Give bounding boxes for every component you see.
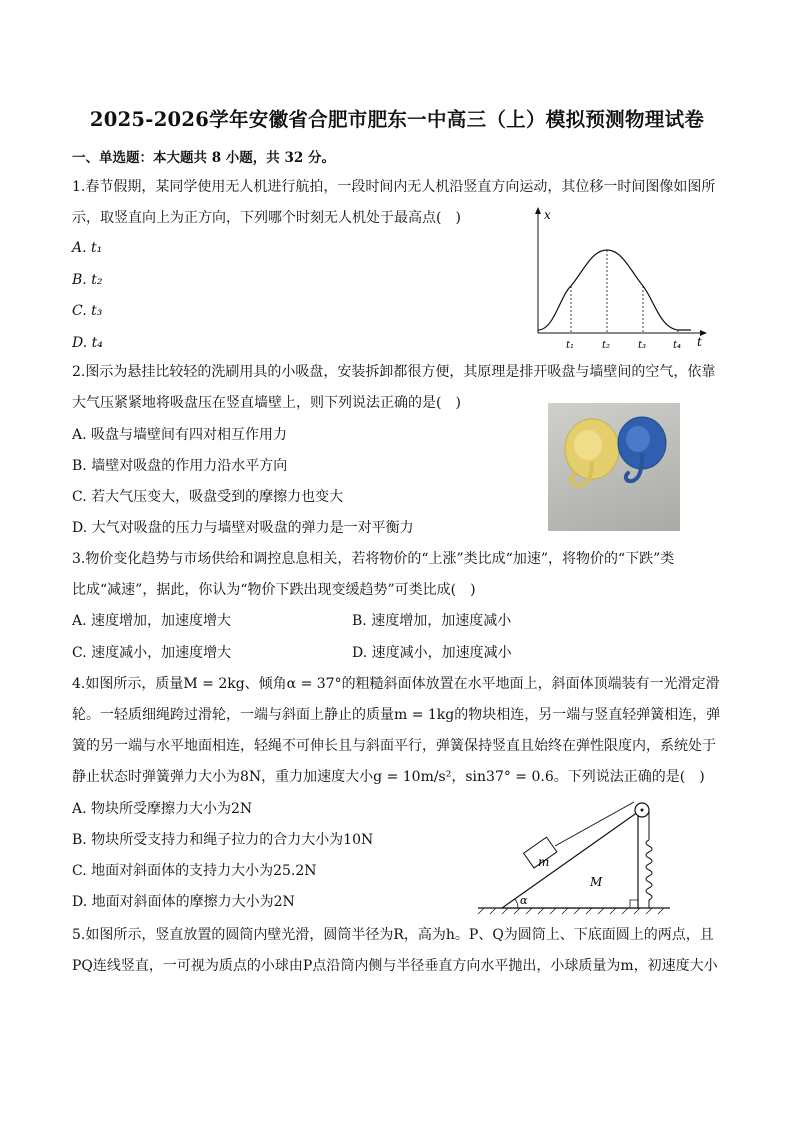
question-1-line-1: 1.春节假期，某同学使用无人机进行航拍，一段时间内无人机沿竖直方向运动，其位移一时间图像如图所 [72,179,716,195]
q1-option-b[interactable]: B. t₂ [72,272,103,288]
q2-option-b[interactable]: B. 墙壁对吸盘的作用力沿水平方向 [72,458,288,474]
graph-curve [538,250,691,330]
q1-option-d[interactable]: D. t₄ [72,335,103,351]
graph-tick-t3: t₃ [638,340,647,351]
block-label: m [538,855,550,869]
page-title: 2025-2026学年安徽省合肥市肥东一中高三（上）模拟预测物理试卷 [89,108,705,131]
displacement-time-graph [526,200,716,358]
ground-hatching [478,908,664,914]
question-2-line-2: 大气压紧紧地将吸盘压在竖直墙壁上，则下列说法正确的是( ) [72,395,461,411]
suction-hooks-photo [548,403,680,531]
q4-option-b[interactable]: B. 物块所受支持力和绳子拉力的合力大小为10N [72,832,374,848]
question-5 [72,920,722,982]
question-3-line-1: 3.物价变化趋势与市场供给和调控息息相关，若将物价的“上涨”类比成“加速”，将物价的“下跌”类 [72,551,675,567]
q3-option-a[interactable]: A. 速度增加，加速度增大 [72,613,232,629]
question-4 [72,669,722,793]
question-5-line-1: 5.如图所示，竖直放置的圆筒内壁光滑，圆筒半径为R，高为h。P、Q为圆筒上、下底面圆上的两点，且 [72,927,714,943]
q3-option-d[interactable]: D. 速度减小，加速度减小 [352,645,512,661]
q2-option-a[interactable]: A. 吸盘与墙壁间有四对相互作用力 [72,427,288,443]
question-3-line-2: 比成“减速”，据此，你认为“物价下跌出现变缓趋势”可类比成( ) [72,582,476,598]
question-3 [72,544,722,606]
angle-label: α [520,894,528,907]
q3-option-b[interactable]: B. 速度增加，加速度减小 [352,613,512,629]
graph-y-label: x [544,208,551,222]
q1-option-c[interactable]: C. t₃ [72,303,103,319]
graph-tick-t1: t₁ [566,340,575,351]
suction-hooks-illustration [548,403,680,531]
q4-option-a[interactable]: A. 物块所受摩擦力大小为2N [72,801,253,817]
section-heading: 一、单选题：本大题共 8 小题，共 32 分。 [72,150,335,166]
q4-option-d[interactable]: D. 地面对斜面体的摩擦力大小为2N [72,894,295,910]
body-label: M [590,875,603,889]
q1-option-a[interactable]: A. t₁ [72,240,103,256]
q3-option-c[interactable]: C. 速度减小，加速度增大 [72,645,232,661]
question-4-line-1: 4.如图所示，质量M = 2kg、倾角α = 37°的粗糙斜面体放置在水平地面上，斜面体顶端装有一光滑定滑 [72,676,720,692]
question-1-line-2: 示，取竖直向上为正方向，下列哪个时刻无人机处于最高点( ) [72,210,461,226]
question-4-line-4: 静止状态时弹簧弹力大小为8N，重力加速度大小g = 10m/s²，sin37° = 0.6。下列说法正确的是( ) [72,769,705,785]
graph-tick-t2: t₂ [602,340,611,351]
incline-pulley-figure [474,800,674,915]
graph-x-label: t [697,335,702,349]
graph-tick-t4: t₄ [673,340,682,351]
q4-option-c[interactable]: C. 地面对斜面体的支持力大小为25.2N [72,863,317,879]
question-4-line-2: 轮。一轻质细绳跨过滑轮，一端与斜面上静止的质量m = 1kg的物块相连，另一端与竖直轻弹簧相连，弹 [72,707,721,723]
spring [646,840,652,908]
q2-option-c[interactable]: C. 若大气压变大，吸盘受到的摩擦力也变大 [72,489,344,505]
q2-option-d[interactable]: D. 大气对吸盘的压力与墙壁对吸盘的弹力是一对平衡力 [72,520,414,536]
question-5-line-2: PQ连线竖直，一可视为质点的小球由P点沿筒内侧与半径垂直方向水平抛出，小球质量为m，初速度大小 [72,958,718,974]
question-4-line-3: 簧的另一端与水平地面相连，轻绳不可伸长且与斜面平行，弹簧保持竖直且始终在弹性限度内，系统处于 [72,738,716,754]
question-2-line-1: 2.图示为悬挂比较轻的洗刷用具的小吸盘，安装拆卸都很方便，其原理是排开吸盘与墙壁间的空气，依靠 [72,364,716,380]
